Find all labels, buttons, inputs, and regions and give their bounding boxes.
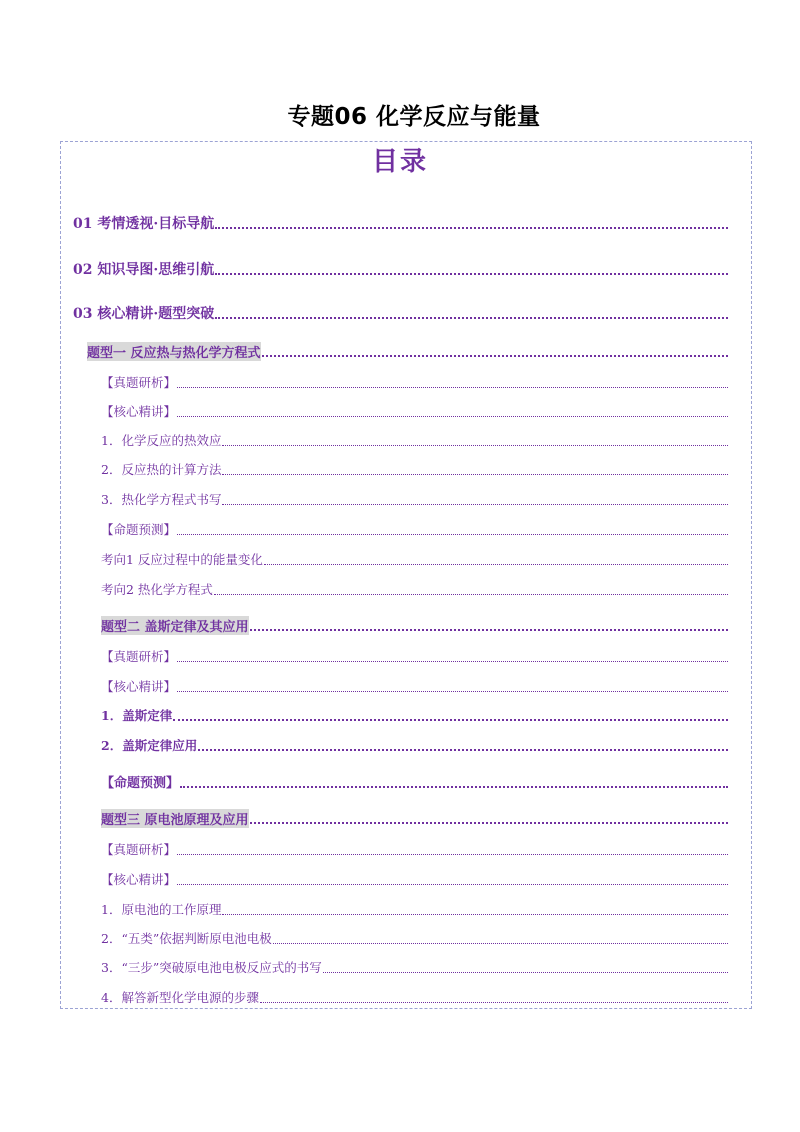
toc-leader: [273, 942, 728, 944]
toc-entry-label: 题型一 反应热与热化学方程式: [87, 342, 261, 361]
toc-entry-item[interactable]: [101, 772, 728, 791]
toc-leader: [222, 913, 728, 915]
toc-entry-item[interactable]: [101, 647, 728, 665]
toc-entry-label: 【核心精讲】: [101, 404, 177, 419]
toc-entry-type-1[interactable]: [87, 342, 728, 361]
toc-entry-label: 【核心精讲】: [101, 679, 177, 694]
toc-entry-label: 3．“三步”突破原电池电极反应式的书写: [101, 960, 322, 975]
toc-entry-label: 1．原电池的工作原理: [101, 902, 222, 917]
toc-entry-item[interactable]: [101, 550, 728, 568]
toc-entry-label: 题型二 盖斯定律及其应用: [101, 616, 249, 635]
toc-entry-item[interactable]: [101, 958, 728, 976]
toc-leader: [250, 628, 728, 631]
toc-leader: [198, 748, 728, 751]
toc-entry-type-2[interactable]: [101, 616, 728, 635]
toc-entry-section-01[interactable]: [73, 213, 728, 233]
toc-entry-label: 03 核心精讲·题型突破: [73, 306, 215, 322]
toc-entry-item[interactable]: [101, 706, 728, 724]
toc-leader: [177, 853, 728, 855]
toc-entry-item[interactable]: [101, 736, 728, 754]
toc-entry-label: 3．热化学方程式书写: [101, 492, 222, 507]
toc-entry-label: 2．反应热的计算方法: [101, 462, 222, 477]
toc-entry-label: 考向2 热化学方程式: [101, 582, 213, 597]
toc-entry-label: 2．“五类”依据判断原电池电极: [101, 931, 272, 946]
toc-entry-item[interactable]: [101, 460, 728, 478]
toc-entry-label: 4．解答新型化学电源的步骤: [101, 990, 259, 1005]
toc-leader: [177, 660, 728, 662]
toc-entry-item[interactable]: [101, 988, 728, 1006]
toc-leader: [264, 563, 728, 565]
toc-leader: [222, 473, 728, 475]
toc-leader: [262, 354, 728, 357]
toc-leader: [323, 971, 728, 973]
toc-entry-label: 1．盖斯定律: [101, 708, 173, 723]
toc-entry-type-3[interactable]: [101, 809, 728, 828]
toc-leader: [173, 718, 728, 721]
toc-entry-item[interactable]: [101, 580, 728, 598]
toc-leader: [222, 503, 728, 505]
toc-entry-item[interactable]: [101, 431, 728, 449]
toc-entry-label: 考向1 反应过程中的能量变化: [101, 552, 263, 567]
toc-entry-label: 【命题预测】: [101, 776, 180, 791]
toc-entry-label: 1．化学反应的热效应: [101, 433, 222, 448]
toc-leader: [177, 690, 728, 692]
toc-leader: [215, 316, 728, 319]
toc-leader: [222, 444, 728, 446]
toc-entry-item[interactable]: [101, 402, 728, 420]
toc-leader: [177, 386, 728, 388]
toc-entry-label: 【真题研析】: [101, 842, 177, 857]
toc-entry-item[interactable]: [101, 870, 728, 888]
toc-leader: [250, 821, 728, 824]
toc-entry-item[interactable]: [101, 900, 728, 918]
toc-entry-item[interactable]: [101, 490, 728, 508]
toc-leader: [215, 272, 728, 275]
toc-entry-item[interactable]: [101, 677, 728, 695]
toc-entry-label: 题型三 原电池原理及应用: [101, 809, 249, 828]
toc-leader: [215, 226, 728, 229]
toc-entry-item[interactable]: [101, 840, 728, 858]
toc-entry-label: 02 知识导图·思维引航: [73, 262, 215, 278]
toc-entry-item[interactable]: [101, 929, 728, 947]
toc-leader: [260, 1001, 728, 1003]
toc-entry-label: 【真题研析】: [101, 649, 177, 664]
toc-entry-label: 2．盖斯定律应用: [101, 738, 198, 753]
toc-leader: [214, 593, 728, 595]
toc-entry-section-03[interactable]: [73, 303, 728, 323]
toc-entry-item[interactable]: [101, 373, 728, 391]
toc-leader: [177, 533, 728, 535]
toc-entry-label: 【真题研析】: [101, 375, 177, 390]
toc-leader: [177, 883, 728, 885]
toc-leader: [177, 415, 728, 417]
toc-entry-label: 【核心精讲】: [101, 872, 177, 887]
toc-leader: [180, 785, 728, 788]
toc-entry-section-02[interactable]: [73, 259, 728, 279]
toc-entry-item[interactable]: [101, 520, 728, 538]
toc-entry-label: 01 考情透视·目标导航: [73, 216, 215, 232]
toc-heading: 目录: [371, 147, 428, 177]
toc-entry-label: 【命题预测】: [101, 522, 177, 537]
document-title: 专题06 化学反应与能量: [287, 104, 541, 130]
